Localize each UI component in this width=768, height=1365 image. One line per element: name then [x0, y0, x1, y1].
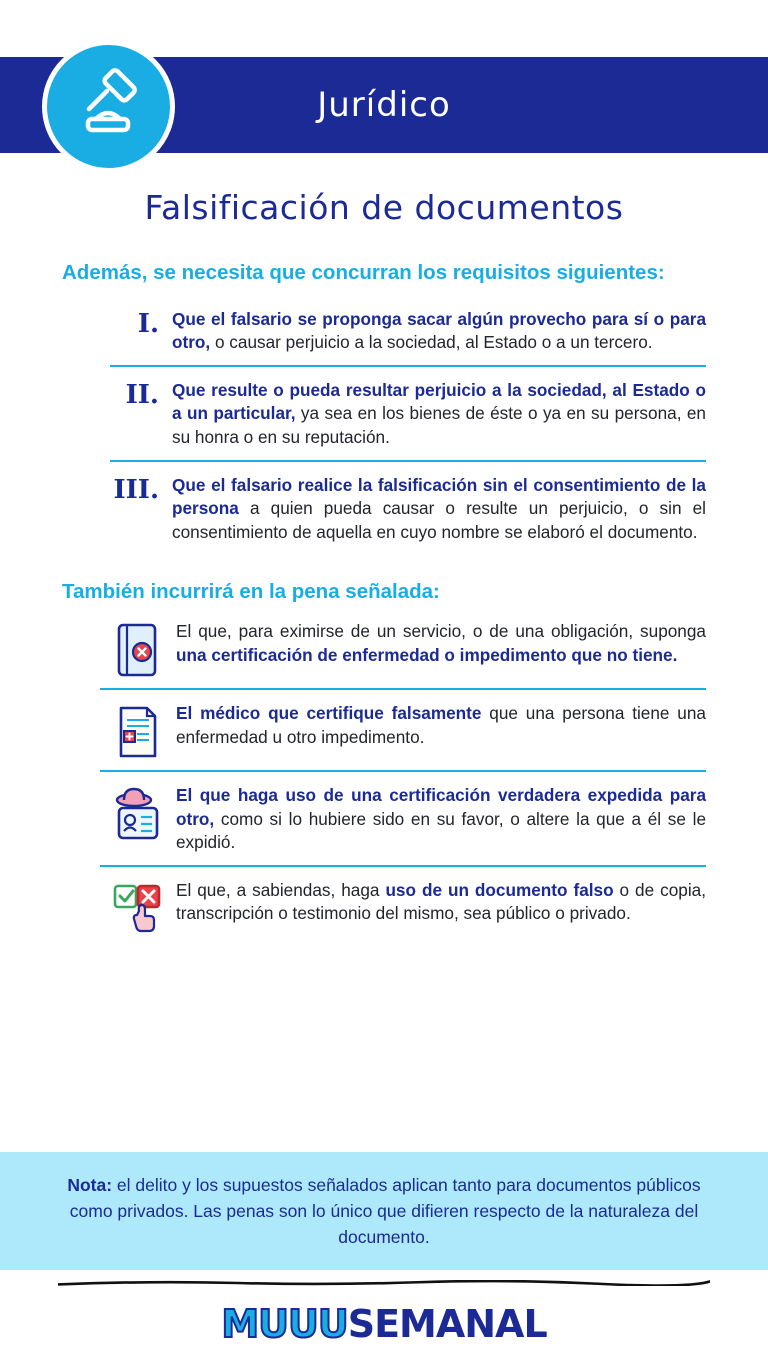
penalties-list [100, 616, 706, 945]
list-item [110, 470, 706, 555]
list-item [110, 375, 706, 460]
list-item [100, 780, 706, 865]
list-item-text-bold: uso de un documento falso [385, 879, 614, 900]
page-title: Falsificación de documentos [144, 188, 624, 227]
list-item [100, 616, 706, 688]
list-item [100, 875, 706, 945]
list-item-text-bold: El médico que certifique falsamente [176, 703, 482, 724]
page-category-title: Jurídico [317, 85, 451, 125]
list-item-text-pre: El que, a sabiendas, haga [176, 879, 386, 900]
list-item-text [176, 620, 706, 667]
medical-certificate-icon [100, 702, 176, 760]
brand-logo [0, 1302, 768, 1346]
divider [100, 770, 706, 772]
divider [100, 865, 706, 867]
divider [110, 365, 706, 367]
list-item-text [176, 784, 706, 855]
note-body: el delito y los supuestos señalados aplican tanto para documentos públicos como privados. Las penas son lo único que difieren respecto de la naturaleza del documento. [69, 1174, 701, 1248]
list-item-numeral: III. [113, 474, 159, 505]
list-item-text-bold: El que haga uso de una certificación verdadera expedida para otro, [176, 785, 706, 829]
id-card-impostor-icon [100, 784, 176, 844]
list-item-text-post: o de copia, transcripción o testimonio del mismo, sea público o privado. [176, 879, 706, 924]
penalty-heading: También incurrirá en la pena señalada: [62, 580, 440, 604]
gavel-icon [42, 40, 175, 173]
list-item [100, 698, 706, 770]
list-item-text [172, 379, 706, 450]
list-item-numeral: II. [125, 379, 159, 410]
content-area [0, 258, 768, 945]
list-item-text-pre: El que, para eximirse de un servicio, o de una obligación, suponga [176, 621, 706, 642]
list-item-text-post: que una persona tiene una enfermedad u otro impedimento. [176, 703, 706, 747]
divider [110, 460, 706, 462]
list-item-text [176, 879, 706, 926]
brand-logo-part2: SEMANAL [347, 1302, 547, 1346]
list-item-text [176, 702, 706, 749]
list-item [110, 304, 706, 365]
footer [0, 1270, 768, 1365]
document-cancelled-icon [100, 620, 176, 678]
requirements-list [110, 304, 706, 555]
check-cross-hand-icon [100, 879, 176, 935]
divider [100, 688, 706, 690]
requirements-heading: Además, se necesita que concurran los requisitos siguientes: [62, 261, 665, 284]
list-item-text [172, 308, 706, 355]
list-item-text-post: como si lo hubiere sido en su favor, o altere la que a él se le expidió. [176, 808, 706, 853]
footer-divider [58, 1280, 710, 1286]
note-text [52, 1172, 716, 1251]
list-item-text-rest: o causar perjuicio a la sociedad, al Estado o a un tercero. [210, 332, 653, 353]
list-item-text-bold: Que el falsario realice la falsificación sin el consentimiento de la persona [172, 474, 706, 519]
note-label: Nota: [67, 1174, 113, 1195]
list-item-text-bold: Que el falsario se proponga sacar algún provecho para sí o para otro, [172, 308, 706, 353]
list-item-numeral: I. [137, 308, 159, 339]
list-item-text-rest: a quien pueda causar o resulte un perjuicio, o sin el consentimiento de aquella en cuyo nombre se elaboró el documento. [172, 498, 706, 542]
list-item-text-bold: Que resulte o pueda resultar perjuicio a la sociedad, al Estado o a un particular, [172, 379, 706, 424]
note-banner [0, 1152, 768, 1270]
list-item-text-bold: una certificación de enfermedad o impedimento que no tiene. [176, 644, 678, 665]
brand-logo-part1: MUUU [221, 1302, 348, 1346]
list-item-text [172, 474, 706, 545]
list-item-text-rest: ya sea en los bienes de éste o ya en su persona, en su honra o en su reputación. [172, 403, 706, 447]
